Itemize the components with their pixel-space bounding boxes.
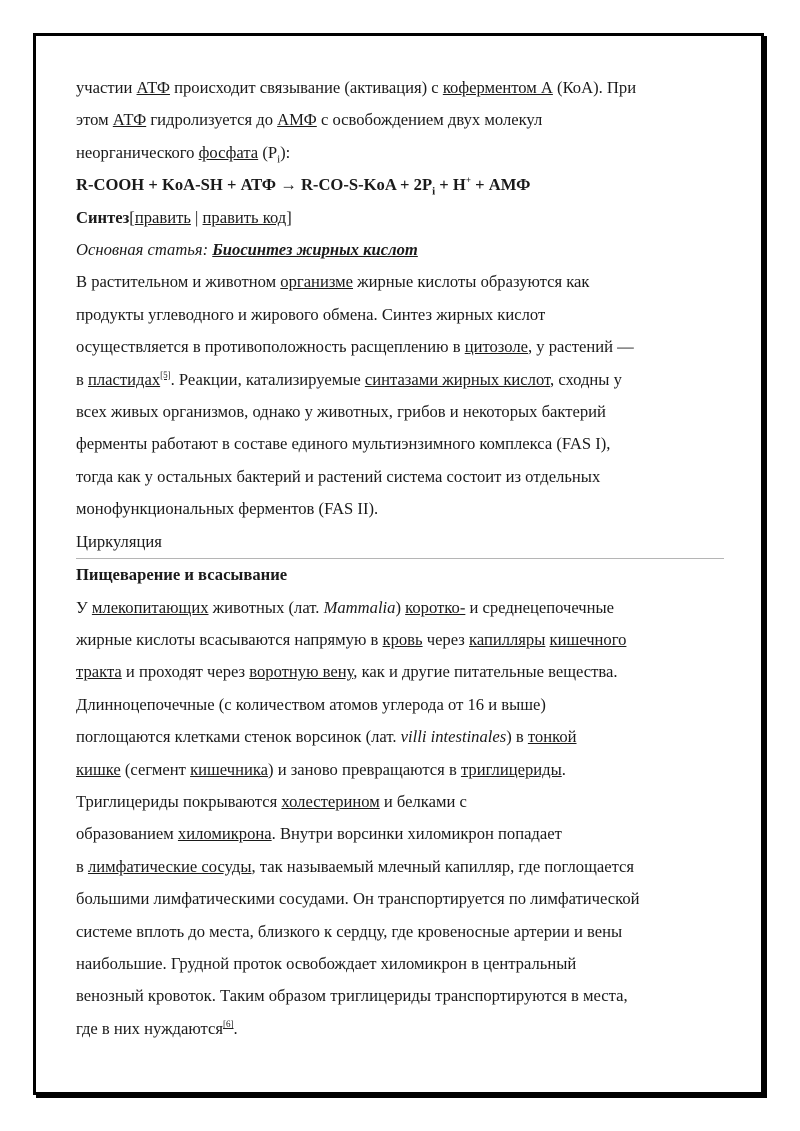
link-organism[interactable]: организме <box>280 272 354 292</box>
text-line: Длинноцепочечные (с количеством атомов углерода от 16 и выше) <box>76 694 546 714</box>
link-cytosol[interactable]: цитозоле <box>464 337 528 357</box>
link-fatty-acid-biosynthesis[interactable]: Биосинтез жирных кислот <box>212 240 418 260</box>
link-triglycerides[interactable]: триглицериды <box>460 759 562 779</box>
section-heading-circulation: Циркуляция <box>76 526 724 559</box>
text-line: кишке (сегмент кишечника) и заново превращаются в триглицериды. <box>76 759 566 779</box>
text-line: поглощаются клетками стенок ворсинок (лат. villi intestinales) в тонкой <box>76 727 577 747</box>
text-line: в лимфатические сосуды, так называемый млечный капилляр, где поглощается <box>76 856 635 876</box>
footnote-ref[interactable]: [6] <box>223 1018 234 1029</box>
text-line: всех живых организмов, однако у животных, грибов и некоторых бактерий <box>76 402 606 422</box>
text-line: неорганического фосфата $(P_i)$: <box>76 142 291 166</box>
text-line: участии АТФ происходит связывание (активация) с коферментом А (КоА). При <box>76 78 637 97</box>
text-line: монофункциональных ферментов (FAS II). <box>76 499 379 519</box>
footnote-ref[interactable]: [5] <box>160 369 171 380</box>
link-small-intestine[interactable]: кишке <box>76 759 121 779</box>
text-line: продукты углеводного и жирового обмена. Синтез жирных кислот <box>76 304 546 324</box>
link-cholesterol[interactable]: холестерином <box>281 791 380 811</box>
text-line: образованием хиломикрона. Внутри ворсинки хиломикрон попадает <box>76 824 562 844</box>
reaction-formula: R-COOH + KoA-SH + АТФ → $R-CO-S-KoA + 2P_i + H^+$ + АМФ <box>76 175 531 198</box>
text-line: венозный кровоток. Таким образом триглицериды транспортируются в места, <box>76 986 628 1006</box>
edit-link[interactable]: править <box>134 207 191 227</box>
section-title: Синтез <box>76 207 130 227</box>
link-intestinal-tract[interactable]: тракта <box>76 662 122 682</box>
link-short-chain[interactable]: коротко- <box>405 597 466 617</box>
text-line: тогда как у остальных бактерий и растений система состоит из отдельных <box>76 466 601 486</box>
section-heading-synthesis: Синтез[править | править код] <box>76 207 292 227</box>
text-line: наибольшие. Грудной проток освобождает хиломикрон в центральный <box>76 953 577 973</box>
link-lymphatic-vessels[interactable]: лимфатические сосуды <box>87 856 252 876</box>
link-intestinal-tract[interactable]: кишечного <box>549 629 627 649</box>
text-line: где в них нуждаются[6]. <box>76 1018 238 1038</box>
article-body <box>76 72 724 1045</box>
link-coenzyme-a[interactable]: коферментом А <box>442 78 553 97</box>
link-atf[interactable]: АТФ <box>112 110 147 130</box>
text-line: этом АТФ гидролизуется до АМФ с освобождением двух молекул <box>76 110 543 130</box>
edit-code-link[interactable]: править код <box>202 207 287 227</box>
link-intestine[interactable]: кишечника <box>190 759 269 779</box>
text-line: ферменты работают в составе единого мультиэнзимного комплекса (FAS I), <box>76 434 611 454</box>
text-line: В растительном и животном организме жирные кислоты образуются как <box>76 272 590 292</box>
main-article-note: Основная статья: Биосинтез жирных кислот <box>76 240 418 260</box>
link-atf[interactable]: АТФ <box>136 78 170 97</box>
link-plastids[interactable]: пластидах <box>87 369 161 389</box>
link-fatty-acid-synthases[interactable]: синтазами жирных кислот <box>364 369 551 389</box>
text-line: большими лимфатическими сосудами. Он транспортируется по лимфатической <box>76 889 640 909</box>
link-blood[interactable]: кровь <box>382 629 423 649</box>
text-line: Триглицериды покрываются холестерином и белками с <box>76 791 467 811</box>
link-chylomicron[interactable]: хиломикрона <box>177 824 272 844</box>
text-line: системе вплоть до места, близкого к сердцу, где кровеносные артерии и вены <box>76 921 623 941</box>
link-phosphate[interactable]: фосфата <box>198 142 259 162</box>
subsection-heading-digestion: Пищеварение и всасывание <box>76 565 288 585</box>
text-line: осуществляется в противоположность расщеплению в цитозоле, у растений — <box>76 337 634 357</box>
link-small-intestine[interactable]: тонкой <box>527 727 577 747</box>
link-capillaries[interactable]: капилляры <box>469 629 546 649</box>
text-line: в пластидах[5]. Реакции, катализируемые синтазами жирных кислот, сходны у <box>76 369 622 389</box>
text-line: тракта и проходят через воротную вену, как и другие питательные вещества. <box>76 662 618 682</box>
text-line: У млекопитающих животных (лат. Mammalia) коротко- и среднецепочечные <box>76 597 615 617</box>
link-mammals[interactable]: млекопитающих <box>91 597 209 617</box>
link-amp[interactable]: АМФ <box>277 110 317 130</box>
link-portal-vein[interactable]: воротную вену <box>249 662 354 682</box>
text-line: жирные кислоты всасываются напрямую в кровь через капилляры кишечного <box>76 629 627 649</box>
